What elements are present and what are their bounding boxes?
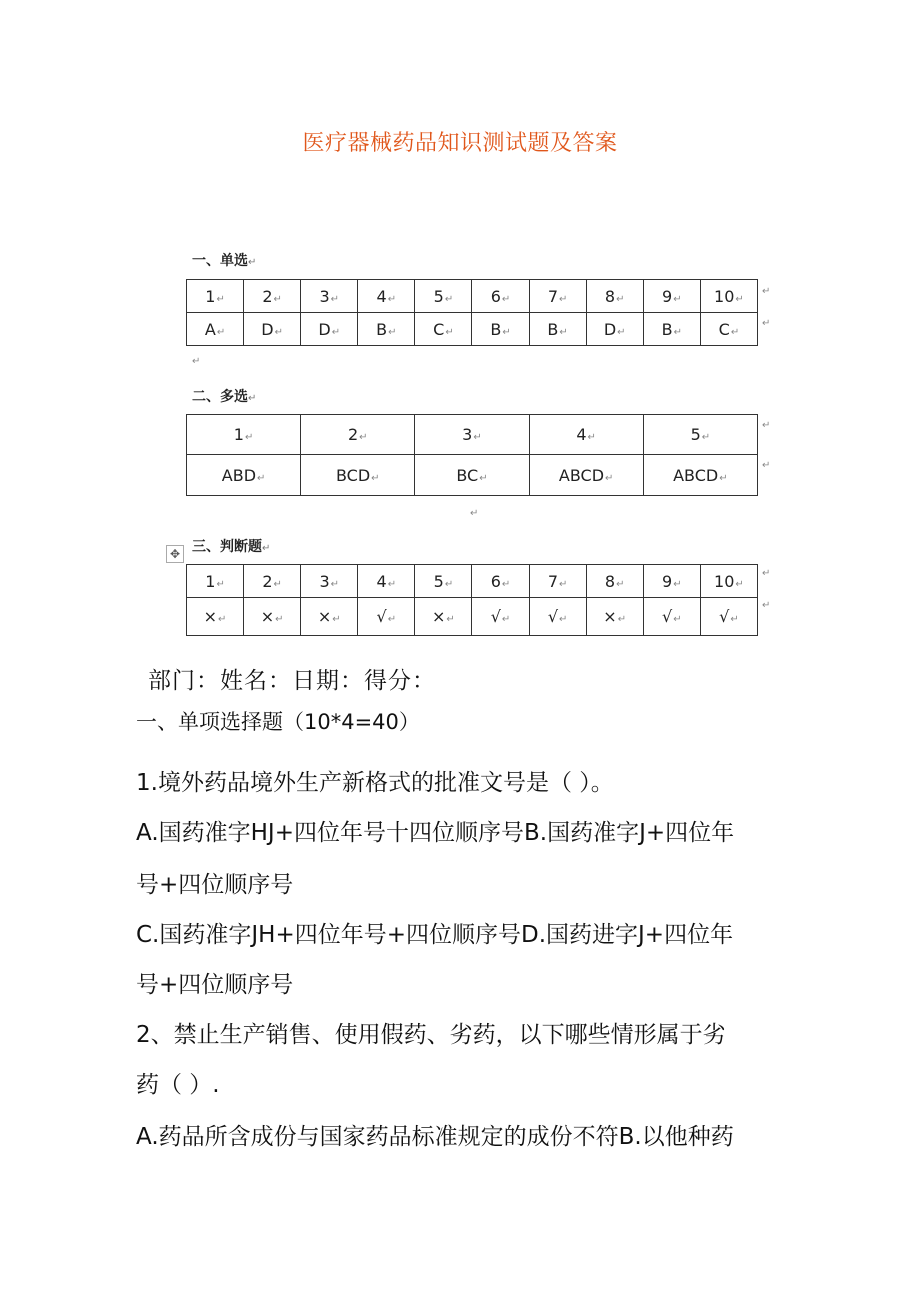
- return-mark: ↵: [762, 600, 771, 611]
- answer-cell: [301, 598, 358, 636]
- answer-cell: [529, 598, 586, 636]
- return-mark: ↵: [501, 293, 511, 305]
- question-1-options-ab-cont: 号+四位顺序号: [136, 872, 294, 898]
- return-mark: ↵: [248, 393, 257, 404]
- answer-cell: [301, 313, 358, 346]
- answer-cell: [244, 280, 301, 313]
- answer-cell: [415, 415, 529, 455]
- answer-cell: [643, 313, 700, 346]
- answer-cell: [700, 313, 757, 346]
- cell-value: BC: [456, 465, 479, 485]
- cell-value: 1: [205, 286, 216, 306]
- answer-cell: [358, 313, 415, 346]
- return-mark: ↵: [387, 578, 397, 590]
- answer-cell: [358, 598, 415, 636]
- answer-cell: [529, 415, 643, 455]
- return-mark: ↵: [559, 326, 568, 338]
- return-mark: ↵: [616, 293, 625, 305]
- return-mark: ↵: [605, 472, 614, 484]
- answer-cell: [301, 415, 415, 455]
- answer-cell: [472, 565, 529, 598]
- cell-value: 6: [490, 286, 501, 306]
- return-mark: ↵: [262, 543, 271, 554]
- answer-cell: [586, 313, 643, 346]
- return-mark: ↵: [332, 614, 341, 625]
- answer-cell: [529, 280, 586, 313]
- return-mark: ↵: [216, 326, 226, 338]
- return-mark: ↵: [479, 472, 488, 484]
- answer-cell: [529, 565, 586, 598]
- answer-cell: [700, 565, 757, 598]
- cell-value: 7: [547, 286, 558, 306]
- cell-value: ×: [317, 607, 332, 626]
- cell-value: ×: [203, 607, 218, 626]
- question-1-options-ab: A.国药准字HJ+四位年号十四位顺序号B.国药准字J+四位年: [136, 820, 735, 846]
- answer-cell: [472, 598, 529, 636]
- question-1-text: 1.境外药品境外生产新格式的批准文号是（ ）。: [136, 770, 614, 796]
- section2-heading: [192, 386, 256, 406]
- return-mark: ↵: [473, 432, 482, 443]
- cell-value: 8: [604, 571, 616, 591]
- return-mark: ↵: [257, 472, 266, 484]
- answer-cell: [643, 565, 700, 598]
- cell-value: B: [490, 319, 502, 339]
- document-title: 医疗器械药品知识测试题及答案: [302, 131, 618, 156]
- return-mark: ↵: [616, 578, 625, 590]
- cell-value: √: [490, 607, 501, 626]
- answer-cell: [358, 280, 415, 313]
- cell-value: √: [719, 607, 730, 626]
- answer-cell: [529, 313, 586, 346]
- cell-value: 1: [205, 571, 216, 591]
- answer-cell: [415, 598, 472, 636]
- return-mark: ↵: [216, 578, 225, 590]
- cell-value: D: [603, 319, 617, 339]
- question-2-text-cont: 药（ ）.: [136, 1072, 220, 1098]
- section3-heading-text: 三、判断题: [192, 539, 262, 555]
- cell-value: 10: [714, 286, 735, 306]
- section1-heading: [192, 250, 256, 270]
- answer-cell: [244, 598, 301, 636]
- return-mark: ↵: [673, 326, 682, 338]
- return-mark: ↵: [359, 432, 368, 443]
- return-mark: ↵: [502, 326, 511, 338]
- answer-cell: [415, 455, 529, 496]
- return-mark: ↵: [388, 326, 397, 338]
- answer-cell: [700, 598, 757, 636]
- return-mark: ↵: [762, 318, 771, 329]
- question-1-options-cd: C.国药准字JH+四位年号+四位顺序号D.国药进字J+四位年: [136, 922, 734, 948]
- cell-value: 6: [490, 571, 501, 591]
- cell-value: C: [718, 319, 730, 339]
- answer-cell: [187, 313, 244, 346]
- info-line: 部门：姓名：日期：得分：: [148, 668, 436, 694]
- return-mark: ↵: [274, 326, 283, 338]
- cell-value: 5: [433, 571, 444, 591]
- question-1-options-cd-cont: 号+四位顺序号: [136, 972, 294, 998]
- answer-cell: [586, 565, 643, 598]
- cell-value: B: [376, 319, 388, 339]
- answer-cell: [415, 565, 472, 598]
- return-mark: ↵: [673, 614, 682, 625]
- single-choice-answer-table: [186, 279, 758, 346]
- cell-value: 3: [462, 425, 473, 444]
- cell-value: 2: [262, 571, 273, 591]
- answer-cell: [529, 455, 643, 496]
- cell-value: C: [433, 319, 445, 339]
- return-mark: ↵: [673, 293, 682, 305]
- answer-cell: [643, 455, 757, 496]
- return-mark: ↵: [730, 614, 739, 625]
- answer-cell: [301, 565, 358, 598]
- return-mark: ↵: [218, 614, 227, 625]
- question-2-options-ab: A.药品所含成份与国家药品标准规定的成份不符B.以他种药: [136, 1124, 734, 1150]
- section1-heading-text: 一、单选: [192, 253, 248, 269]
- answer-cell: [643, 280, 700, 313]
- cell-value: 1: [233, 425, 244, 444]
- cell-value: 8: [604, 286, 616, 306]
- return-mark: ↵: [444, 578, 454, 590]
- cell-value: ×: [603, 607, 617, 626]
- cell-value: ×: [432, 607, 446, 626]
- answer-cell: [187, 415, 301, 455]
- answer-cell: [244, 313, 301, 346]
- cell-value: 5: [433, 286, 444, 306]
- section3-heading: [192, 536, 270, 556]
- return-mark: ↵: [762, 568, 771, 579]
- cell-value: 3: [319, 571, 330, 591]
- return-mark: ↵: [387, 614, 397, 625]
- cell-value: 5: [690, 425, 701, 444]
- return-mark: ↵: [730, 326, 740, 338]
- cell-value: 3: [319, 286, 330, 306]
- cell-value: √: [547, 607, 559, 626]
- return-mark: ↵: [244, 432, 254, 443]
- return-mark: ↵: [216, 293, 225, 305]
- table-move-handle-icon[interactable]: ✥: [166, 545, 184, 563]
- return-mark: ↵: [587, 432, 596, 443]
- cell-value: 7: [547, 571, 558, 591]
- cell-value: B: [547, 319, 559, 339]
- return-mark: ↵: [192, 356, 201, 367]
- cell-value: A: [204, 319, 216, 339]
- return-mark: ↵: [371, 472, 380, 484]
- cell-value: 10: [714, 571, 735, 591]
- cell-value: √: [376, 607, 387, 626]
- return-mark: ↵: [701, 432, 711, 443]
- cell-value: D: [318, 319, 331, 339]
- return-mark: ↵: [331, 326, 341, 338]
- return-mark: ↵: [248, 257, 257, 268]
- return-mark: ↵: [735, 578, 744, 590]
- return-mark: ↵: [387, 293, 397, 305]
- return-mark: ↵: [762, 420, 771, 431]
- cell-value: ABCD: [673, 465, 719, 485]
- return-mark: ↵: [617, 326, 626, 338]
- return-mark: ↵: [719, 472, 728, 484]
- answer-cell: [415, 280, 472, 313]
- return-mark: ↵: [617, 614, 627, 625]
- cell-value: B: [661, 319, 673, 339]
- answer-cell: [187, 280, 244, 313]
- section2-heading-text: 二、多选: [192, 389, 248, 405]
- cell-value: 2: [262, 286, 273, 306]
- return-mark: ↵: [275, 614, 284, 625]
- answer-cell: [643, 415, 757, 455]
- return-mark: ↵: [735, 293, 744, 305]
- part1-heading: 一、单项选择题（10*4=40）: [136, 710, 420, 734]
- return-mark: ↵: [444, 293, 454, 305]
- return-mark: ↵: [273, 578, 282, 590]
- cell-value: ABD: [221, 465, 257, 485]
- answer-cell: [301, 280, 358, 313]
- question-2-text: 2、禁止生产销售、使用假药、劣药，以下哪些情形属于劣: [136, 1022, 726, 1048]
- cell-value: 4: [376, 286, 387, 306]
- cell-value: ×: [260, 607, 275, 626]
- cell-value: 4: [376, 571, 387, 591]
- answer-cell: [358, 565, 415, 598]
- return-mark: ↵: [762, 460, 771, 471]
- answer-cell: [187, 598, 244, 636]
- cell-value: ABCD: [558, 465, 605, 485]
- return-mark: ↵: [559, 614, 568, 625]
- cell-value: D: [261, 319, 274, 339]
- answer-cell: [472, 313, 529, 346]
- answer-cell: [586, 598, 643, 636]
- cell-value: 2: [347, 425, 359, 444]
- return-mark: ↵: [330, 293, 340, 305]
- return-mark: ↵: [559, 578, 568, 590]
- cell-value: √: [662, 607, 673, 626]
- answer-cell: [301, 455, 415, 496]
- cell-value: 9: [662, 571, 673, 591]
- answer-cell: [415, 313, 472, 346]
- answer-cell: [643, 598, 700, 636]
- return-mark: ↵: [330, 578, 340, 590]
- true-false-answer-table: [186, 564, 758, 636]
- answer-cell: [187, 565, 244, 598]
- answer-cell: [244, 565, 301, 598]
- return-mark: ↵: [445, 326, 454, 338]
- answer-cell: [187, 455, 301, 496]
- return-mark: ↵: [470, 508, 479, 519]
- multiple-choice-answer-table: [186, 414, 758, 496]
- cell-value: BCD: [335, 465, 371, 485]
- answer-cell: [700, 280, 757, 313]
- answer-cell: [472, 280, 529, 313]
- return-mark: ↵: [273, 293, 282, 305]
- return-mark: ↵: [559, 293, 568, 305]
- return-mark: ↵: [673, 578, 682, 590]
- return-mark: ↵: [501, 614, 511, 625]
- return-mark: ↵: [446, 614, 455, 625]
- cell-value: 9: [662, 286, 673, 306]
- cell-value: 4: [576, 425, 587, 444]
- return-mark: ↵: [501, 578, 511, 590]
- return-mark: ↵: [762, 286, 771, 297]
- answer-cell: [586, 280, 643, 313]
